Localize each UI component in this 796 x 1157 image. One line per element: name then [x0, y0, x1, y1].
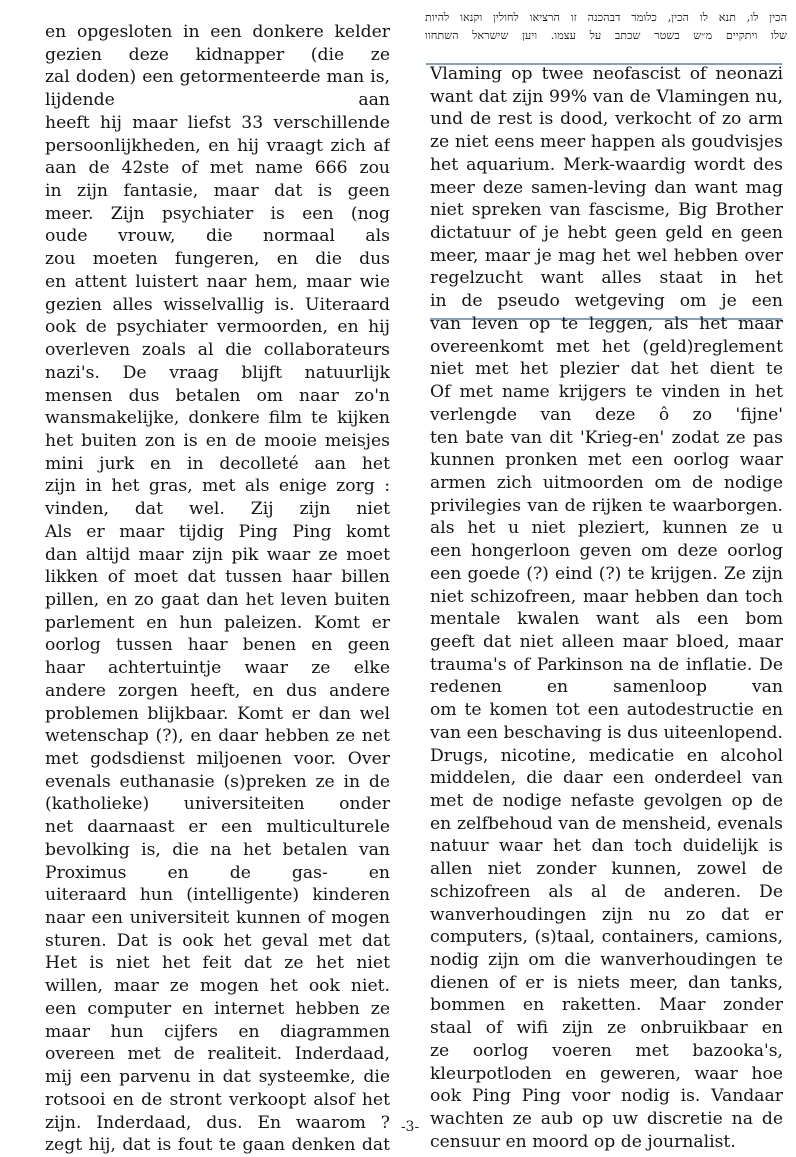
- text-line: persoonlijkheden, en hij vraagt zich af: [45, 135, 390, 156]
- text-line: mij een parvenu in dat systeemke, die: [45, 1067, 390, 1088]
- text-line: het buiten zon is en de mooie meisjes: [45, 430, 390, 451]
- text-line: een goede (?) eind (?) te krijgen. Ze zijn: [430, 563, 783, 584]
- text-line: zal doden) een getormenteerde man is,: [45, 67, 390, 88]
- text-line: (katholieke) universiteiten onder: [45, 794, 390, 815]
- text-line: mini jurk en in decolleté aan het: [45, 453, 390, 474]
- text-line: Proximus en de gas- en: [45, 862, 390, 883]
- text-line: met de nodige nefaste gevolgen op de: [430, 791, 783, 811]
- text-line: gezien alles wisselvallig is. Uiteraard: [45, 294, 390, 315]
- text-line: als het u niet pleziert, kunnen ze u: [430, 518, 783, 539]
- text-line: en attent luistert naar hem, maar wie: [45, 271, 390, 292]
- text-line: haar achtertuintje waar ze elke: [45, 658, 390, 679]
- text-line: staal of wifi zijn ze onbruikbaar en: [430, 1018, 783, 1039]
- text-line: gezien deze kidnapper (die ze: [45, 44, 390, 65]
- text-line: Of met name krijgers te vinden in het: [430, 382, 783, 403]
- text-line: schizofreen als al de anderen. De: [430, 881, 783, 902]
- text-line: met godsdienst miljoenen voor. Over: [45, 749, 390, 769]
- text-line: naar een universiteit kunnen of mogen: [45, 908, 390, 929]
- text-line: censuur en moord op de journalist.: [430, 1131, 736, 1152]
- text-line: een computer en internet hebben ze: [45, 998, 390, 1019]
- text-line: wachten ze aub op uw discretie na de: [430, 1109, 783, 1130]
- text-line: likken of moet dat tussen haar billen: [45, 567, 390, 588]
- text-line: parlement en hun paleizen. Komt er: [45, 612, 390, 633]
- text-line: mentale kwalen want als een bom: [430, 609, 783, 630]
- text-line: evenals euthanasie (s)preken ze in de: [45, 771, 390, 792]
- text-line: in zijn fantasie, maar dat is geen: [45, 181, 390, 202]
- text-line: trauma's of Parkinson na de inflatie. De: [430, 654, 783, 675]
- text-line: meer. Zijn psychiater is een (nog: [45, 203, 390, 224]
- text-line: natuur waar het dan toch duidelijk is: [430, 836, 783, 857]
- text-line: overleven zoals al die collaborateurs: [45, 340, 390, 361]
- text-line: vinden, dat wel. Zij zijn niet: [45, 499, 390, 520]
- text-line: overeenkomt met het (geld)reglement: [430, 336, 783, 357]
- text-line: regelzucht want alles staat in het: [430, 268, 783, 289]
- text-line: een hongerloon geven om deze oorlog: [430, 541, 783, 562]
- text-line: bommen en raketten. Maar zonder: [430, 995, 783, 1016]
- hebrew-header-text: [425, 9, 787, 45]
- text-line: Vlaming op twee neofascist of neonazi: [430, 64, 783, 84]
- text-line: middelen, die daar een onderdeel van: [430, 768, 783, 789]
- left-text-column: [45, 21, 390, 1157]
- text-line: allen niet zonder kunnen, zowel de: [430, 859, 783, 880]
- text-line: ten bate van dit 'Krieg-en' zodat ze pas: [430, 427, 783, 448]
- text-line: sturen. Dat is ook het geval met dat: [45, 930, 390, 951]
- text-line: Drugs, nicotine, medicatie en alcohol: [430, 745, 783, 766]
- text-line: bevolking is, die na het betalen van: [45, 839, 390, 860]
- text-line: privilegies van de rijken te waarborgen.: [430, 495, 783, 516]
- text-line: ook de psychiater vermoorden, en hij: [45, 317, 390, 338]
- text-line: aan de 42ste of met name 666 zou: [45, 158, 390, 179]
- text-line: redenen en samenloop van: [430, 677, 783, 698]
- text-line: lijdende aan: [45, 90, 390, 111]
- text-line: zijn in het gras, met als enige zorg :: [45, 476, 390, 497]
- text-line: meer deze samen-leving dan want mag: [430, 177, 783, 198]
- text-line: computers, (s)taal, containers, camions,: [430, 927, 783, 948]
- text-line: zijn. Inderdaad, dus. En waarom ?: [45, 1112, 390, 1133]
- hebrew-line: הכין לו, תנא לו הכין, כלומר דבהכנה זו הרציאו לחולין וקנאו להיות: [425, 11, 787, 24]
- text-line: pillen, en zo gaat dan het leven buiten: [45, 589, 390, 610]
- text-line: meer, maar je mag het wel hebben over: [430, 245, 783, 266]
- text-line: net daarnaast er een multiculturele: [45, 817, 390, 838]
- text-line: om te komen tot een autodestructie en: [430, 700, 783, 721]
- text-line: problemen blijkbaar. Komt er dan wel: [45, 703, 390, 724]
- text-line: wetenschap (?), en daar hebben ze net: [45, 726, 390, 747]
- text-line: het aquarium. Merk-waardig wordt des: [430, 154, 783, 175]
- text-line: heeft hij maar liefst 33 verschillende: [45, 112, 390, 133]
- text-line: in de pseudo wetgeving om je een: [430, 291, 783, 312]
- text-line: zou moeten fungeren, en die dus: [45, 249, 390, 270]
- text-line: nodig zijn om die wanverhoudingen te: [430, 950, 783, 971]
- text-line: ook Ping Ping voor nodig is. Vandaar: [430, 1086, 783, 1107]
- text-line: andere zorgen heeft, en dus andere: [45, 680, 390, 701]
- text-line: armen zich uitmoorden om de nodige: [430, 472, 783, 493]
- text-line: wansmakelijke, donkere film te kijken: [45, 408, 390, 429]
- text-line: und de rest is dood, verkocht of zo arm: [430, 109, 783, 130]
- text-line: ze oorlog voeren met bazooka's,: [430, 1040, 783, 1061]
- text-line: kleurpotloden en geweren, waar hoe: [430, 1063, 783, 1084]
- hebrew-line: שלו ויתקיים מ״ש בשטר שכתב על עצמו. ויען שישראל השתחוו: [425, 29, 787, 42]
- text-line: rotsooi en de stront verkoopt alsof het: [45, 1089, 390, 1110]
- text-line: dictatuur of je hebt geen geld en geen: [430, 223, 783, 244]
- text-line: mensen dus betalen om naar zo'n: [45, 385, 390, 406]
- text-line: verlengde van deze ô zo 'fijne': [430, 404, 783, 425]
- text-line: wanverhoudingen zijn nu zo dat er: [430, 904, 783, 925]
- text-line: overeen met de realiteit. Inderdaad,: [45, 1044, 390, 1065]
- text-line: ze niet eens meer happen als goudvisjes: [430, 132, 783, 153]
- text-line: Het is niet het feit dat ze het niet: [45, 953, 390, 974]
- text-line: uiteraard hun (intelligente) kinderen: [45, 885, 390, 906]
- text-line: Als er maar tijdig Ping Ping komt: [45, 521, 390, 542]
- text-line: niet met het plezier dat het dient te: [430, 359, 783, 380]
- text-line: oude vrouw, die normaal als: [45, 226, 390, 247]
- text-line: niet spreken van fascisme, Big Brother: [430, 200, 783, 221]
- text-line: niet schizofreen, maar hebben dan toch: [430, 586, 783, 607]
- text-line: maar hun cijfers en diagrammen: [45, 1021, 390, 1042]
- text-line: en opgesloten in een donkere kelder: [45, 22, 390, 42]
- page-number: -3-: [400, 1119, 420, 1135]
- text-line: en zelfbehoud van de mensheid, evenals: [430, 813, 783, 834]
- text-line: oorlog tussen haar benen en geen: [45, 635, 390, 656]
- text-line: dan altijd maar zijn pik waar ze moet: [45, 544, 390, 565]
- text-line: geeft dat niet alleen maar bloed, maar: [430, 631, 783, 652]
- text-line: willen, maar ze mogen het ook niet.: [45, 976, 390, 997]
- text-line: dienen of er is niets meer, dan tanks,: [430, 972, 783, 993]
- text-line: van een beschaving is dus uiteenlopend.: [430, 722, 783, 743]
- text-line: nazi's. De vraag blijft natuurlijk: [45, 362, 390, 383]
- text-line: want dat zijn 99% van de Vlamingen nu,: [430, 86, 783, 107]
- text-line: kunnen pronken met een oorlog waar: [430, 450, 783, 471]
- text-line: van leven op te leggen, als het maar: [430, 313, 783, 334]
- right-text-column: [430, 63, 783, 1154]
- text-line: zegt hij, dat is fout te gaan denken dat: [45, 1135, 390, 1156]
